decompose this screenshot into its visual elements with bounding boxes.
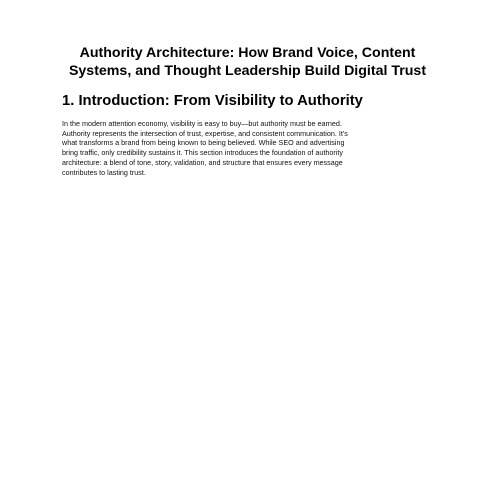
document-title: [40, 44, 455, 80]
paragraph-line-5: architecture: a blend of tone, story, validation, and structure that ensures every message: [62, 157, 343, 167]
paragraph-line-3: what transforms a brand from being known to being believed. While SEO and advertising: [62, 138, 345, 148]
paragraph-line-4: bring traffic, only credibility sustains it. This section introduces the foundation of authority: [62, 148, 343, 158]
section-heading: 1. Introduction: From Visibility to Authority: [62, 93, 363, 109]
paragraph-line-2: Authority represents the intersection of trust, expertise, and consistent communication. It's: [62, 128, 348, 138]
paragraph-line-6: contributes to lasting trust.: [62, 167, 146, 177]
document-title-line-1: Authority Architecture: How Brand Voice, Content: [79, 45, 416, 61]
document-title-line-2: Systems, and Thought Leadership Build Digital Trust: [68, 63, 427, 79]
paragraph-line-1: In the modern attention economy, visibility is easy to buy—but authority must be earned.: [62, 119, 342, 128]
section-paragraph: [62, 119, 438, 177]
